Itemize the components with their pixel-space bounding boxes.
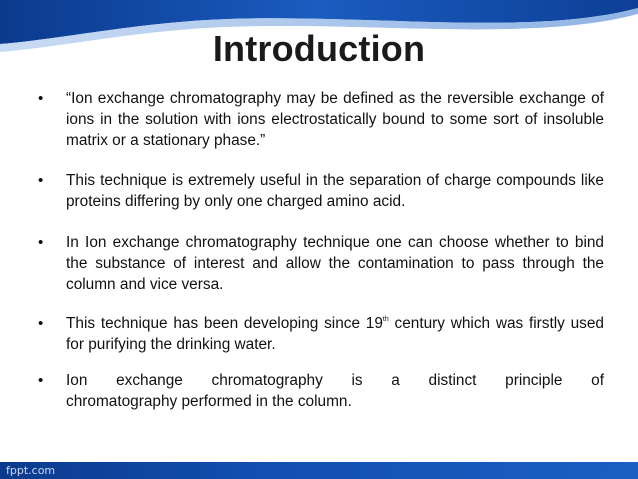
bullet-marker: • — [38, 315, 44, 332]
bullet-marker: • — [38, 90, 44, 107]
bullet-text-line-2: chromatography performed in the column. — [66, 393, 352, 410]
bullet-text-start: This technique has been developing since 19 — [66, 315, 383, 332]
bullet-marker: • — [38, 372, 44, 389]
bullet-item-definition — [38, 88, 604, 151]
bullet-item-binding-choice — [38, 232, 604, 295]
bullet-marker: • — [38, 172, 44, 189]
bullet-item-principle — [38, 370, 604, 412]
bullet-text-line-1: Ion exchange chromatography is a distinct principle of — [66, 372, 604, 389]
bullet-marker: • — [38, 234, 44, 251]
bullet-text — [66, 315, 604, 353]
bullet-item-history — [38, 313, 604, 355]
bullet-text: This technique is extremely useful in the separation of charge compounds like proteins differing by only one charged amino acid. — [66, 172, 604, 210]
footer-brand: fppt.com — [6, 464, 56, 477]
bullet-item-usefulness — [38, 170, 604, 212]
slide-title: Introduction — [212, 28, 426, 69]
ordinal-superscript: th — [382, 316, 389, 323]
bullet-list — [38, 88, 604, 431]
footer-bar — [0, 462, 638, 479]
bullet-text: In Ion exchange chromatography technique one can choose whether to bind the substance of interest and allow the contamination to pass through the column and vice versa. — [66, 234, 604, 293]
bullet-text-end: century which was firstly used for purifying the drinking water. — [66, 315, 604, 353]
bullet-text: “Ion exchange chromatography may be defined as the reversible exchange of ions in the solution with ions electrostatically bound to some sort of insoluble matrix or a stationary phase.” — [66, 90, 604, 149]
